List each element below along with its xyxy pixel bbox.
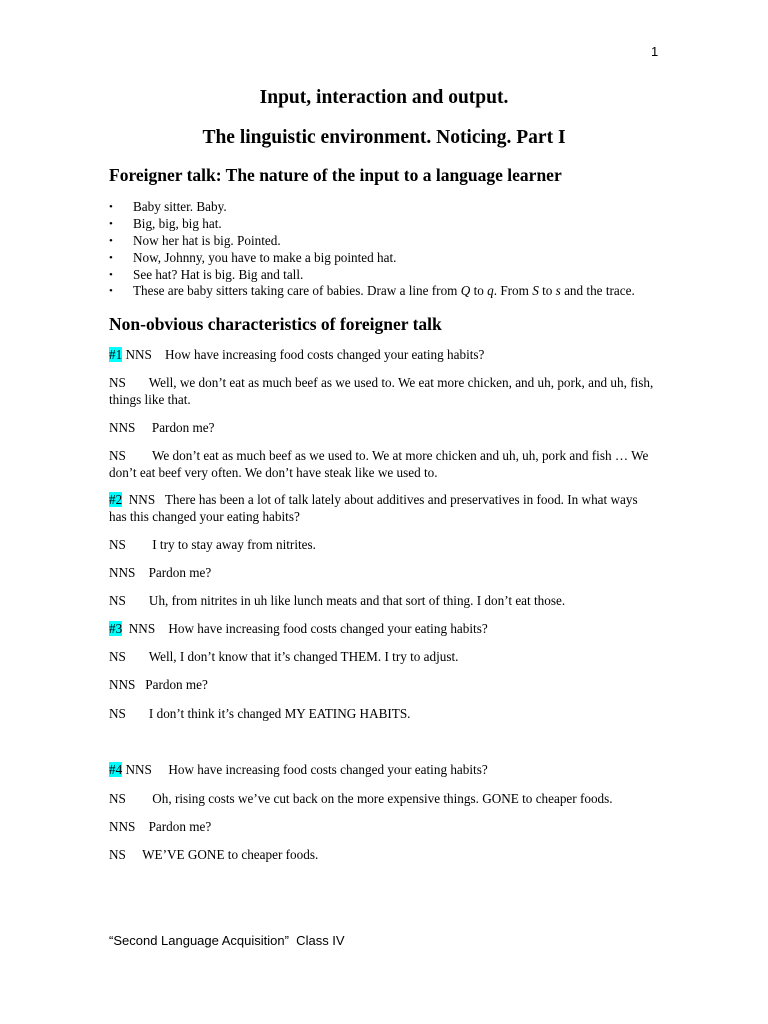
dialogue-3-question: #3 NNS How have increasing food costs changed your eating habits? [109, 621, 488, 636]
dialogue-1-ns-reply: NS Well, we don’t eat as much beef as we used to. We eat more chicken, and uh, pork, and uh, fish, things like that. [109, 375, 657, 407]
list-item: • Now her hat is big. Pointed. [109, 233, 669, 250]
list-item: • See hat? Hat is big. Big and tall. [109, 267, 669, 284]
page-subtitle: The linguistic environment. Noticing. Part I [202, 127, 566, 148]
list-item: • Now, Johnny, you have to make a big pointed hat. [109, 250, 669, 267]
dialogue-4-ns-reply: NS Oh, rising costs we’ve cut back on the more expensive things. GONE to cheaper foods. [109, 791, 613, 806]
dialogue-1-nns-pardon: NNS Pardon me? [109, 420, 215, 435]
list-item: • Baby sitter. Baby. [109, 199, 669, 216]
dialogue-number-badge: #3 [109, 621, 123, 636]
dialogue-3-ns-reply: NS Well, I don’t know that it’s changed THEM. I try to adjust. [109, 649, 459, 664]
dialogue-4-ns-repeat: NS WE’VE GONE to cheaper foods. [109, 847, 319, 862]
dialogue-1-ns-repeat: NS We don’t eat as much beef as we used to. We at more chicken and uh, uh, pork and fish … We don’t eat beef very often. We don’t have steak like we used to. [109, 448, 652, 480]
dialogue-number-badge: #1 [109, 347, 123, 362]
section-heading-foreigner-talk: Foreigner talk: The nature of the input to a language learner [109, 165, 562, 185]
dialogue-2-nns-pardon: NNS Pardon me? [109, 565, 212, 580]
dialogue-2-ns-reply: NS I try to stay away from nitrites. [109, 537, 316, 552]
list-item: • These are baby sitters taking care of babies. Draw a line from Q to q. From S to s and the trace. [109, 283, 669, 300]
dialogue-3-ns-repeat: NS I don’t think it’s changed MY EATING HABITS. [109, 706, 411, 721]
dialogue-4-nns-pardon: NNS Pardon me? [109, 819, 212, 834]
dialogue-4-question: #4 NNS How have increasing food costs changed your eating habits? [109, 762, 488, 777]
page-footer: “Second Language Acquisition” Class IV [109, 933, 345, 948]
dialogue-3-nns-pardon: NNS Pardon me? [109, 677, 208, 692]
dialogue-number-badge: #4 [109, 762, 123, 777]
section-heading-non-obvious: Non-obvious characteristics of foreigner talk [109, 314, 442, 334]
page-number: 1 [651, 44, 659, 59]
example-bullet-list [109, 199, 669, 300]
dialogue-number-badge: #2 [109, 492, 123, 507]
page-title: Input, interaction and output. [259, 87, 509, 108]
dialogue-2-question: #2 NNS There has been a lot of talk lately about additives and preservatives in food. In what ways has this changed your eating habits? [109, 492, 641, 524]
list-item: • Big, big, big hat. [109, 216, 669, 233]
dialogue-1-question: #1 NNS How have increasing food costs changed your eating habits? [109, 347, 485, 362]
dialogue-2-ns-repeat: NS Uh, from nitrites in uh like lunch meats and that sort of thing. I don’t eat those. [109, 593, 566, 608]
